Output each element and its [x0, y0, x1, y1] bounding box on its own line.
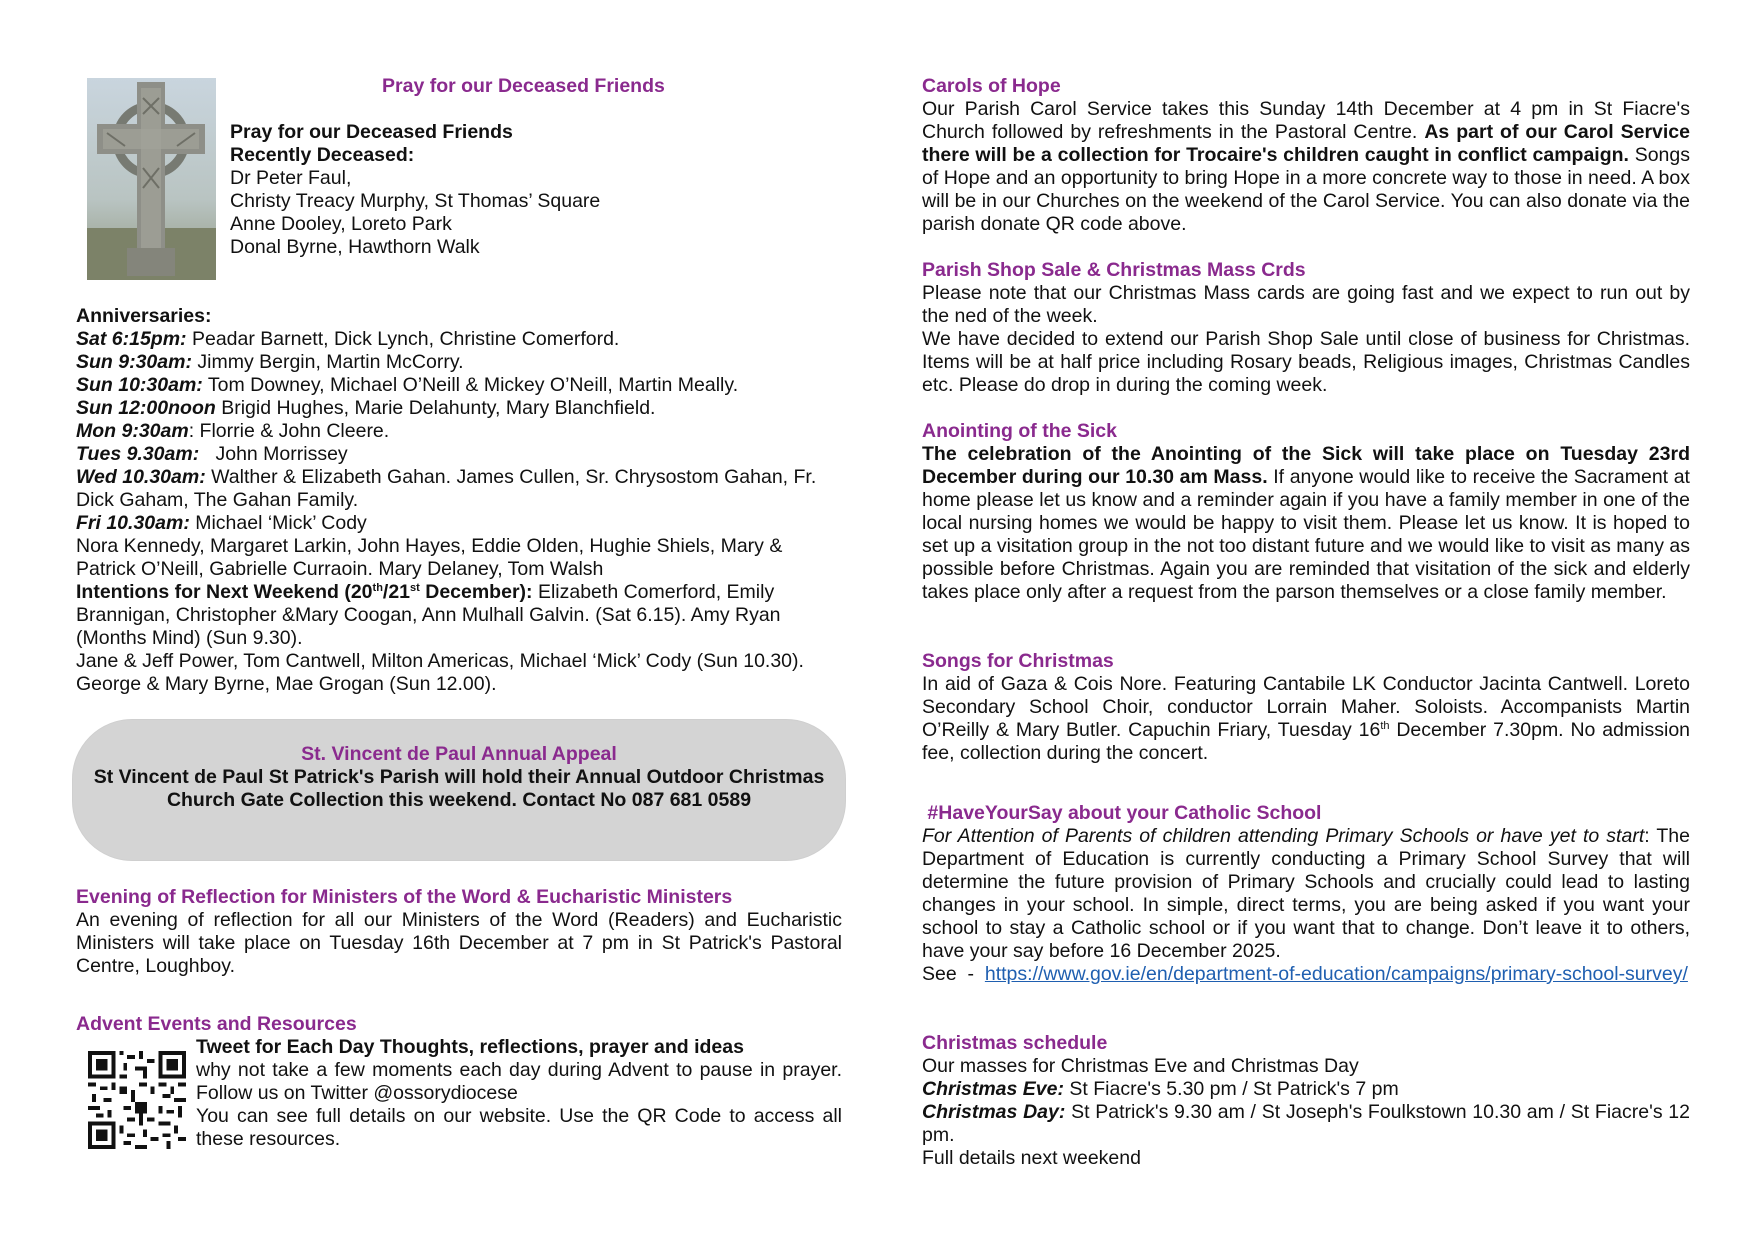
anniversary-entry: Sun 10:30am: Tom Downey, Michael O’Neill & Mickey O’Neill, Martin Meally. [76, 374, 739, 396]
haveyoursay-text: For Attention of Parents of children attending Primary Schools or have yet to start: The Department of Education is currently conducting a Primary School Survey that will determine the future provision of Primary Schools and crucially could lead to lasting changes in your school. In simple, direct terms, you are being asked if you want your school to stay a Catholic school or if you want that to change. Don’t leave it to others, have your say before 16 December 2025. [922, 825, 1690, 962]
christmas-day: Christmas Day: St Patrick's 9.30 am / St Joseph's Foulkstown 10.30 am / St Fiacre's 12 pm. [922, 1101, 1690, 1146]
anointing-title: Anointing of the Sick [922, 420, 1117, 442]
deceased-title: Pray for our Deceased Friends [382, 75, 665, 97]
christmas-section [922, 1032, 1690, 1170]
christmas-title: Christmas schedule [922, 1032, 1108, 1054]
reflection-section [76, 886, 842, 978]
reflection-title: Evening of Reflection for Ministers of the Word & Eucharistic Ministers [76, 886, 733, 908]
advent-bold: Tweet for Each Day Thoughts, reflections, prayer and ideas [196, 1036, 744, 1058]
deceased-name: Christy Treacy Murphy, St Thomas’ Square [230, 190, 601, 212]
christmas-eve: Christmas Eve: St Fiacre's 5.30 pm / St Patrick's 7 pm [922, 1078, 1399, 1100]
shop-section [922, 259, 1690, 397]
intentions-continued: Jane & Jeff Power, Tom Cantwell, Milton Americas, Michael ‘Mick’ Cody (Sun 10.30). George & Mary Byrne, Mae Grogan (Sun 12.00). [76, 650, 804, 695]
haveyoursay-section [922, 802, 1690, 986]
anniversary-entry: Fri 10.30am: Michael ‘Mick’ Cody [76, 512, 367, 534]
anniversary-entry: Mon 9:30am: Florrie & John Cleere. [76, 420, 390, 442]
anointing-text: The celebration of the Anointing of the Sick will take place on Tuesday 23rd December during our 10.30 am Mass. If anyone would like to receive the Sacrament at home please let us know and a reminder again if you have a family member in one of the local nursing homes we would be happy to visit them. Please let us know. It is hoped to set up a visitation group in the not too distant future and we would like to visit as many as possible before Christmas. Again you are reminded that visitation of the sick and elderly takes place only after a request from the parson themselves or a close family member. [922, 443, 1690, 603]
haveyoursay-see: See - https://www.gov.ie/en/department-of-education/campaigns/primary-school-survey/ [922, 963, 1688, 985]
appeal-box [72, 719, 846, 861]
celtic-cross-image [87, 78, 216, 280]
survey-link[interactable]: https://www.gov.ie/en/department-of-education/campaigns/primary-school-survey/ [984, 963, 1688, 985]
christmas-footer: Full details next weekend [922, 1147, 1141, 1169]
anniversary-entry: Sat 6:15pm: Peadar Barnett, Dick Lynch, Christine Comerford. [76, 328, 620, 350]
qr-code-image[interactable] [88, 1051, 186, 1149]
advent-text-2: You can see full details on our website. Use the QR Code to access all these resources. [196, 1105, 842, 1150]
advent-title: Advent Events and Resources [76, 1013, 357, 1035]
advent-text: why not take a few moments each day during Advent to pause in prayer. Follow us on Twitter @ossorydiocese [196, 1059, 842, 1104]
anniversaries-title: Anniversaries: [76, 305, 212, 327]
appeal-text: St Vincent de Paul St Patrick's Parish will hold their Annual Outdoor Christmas Church Gate Collection this weekend. Contact No 087 681 0589 [93, 766, 825, 811]
shop-text-2: We have decided to extend our Parish Shop Sale until close of business for Christmas. Items will be at half price including Rosary beads, Religious images, Christmas Candles etc. Please do drop in during the coming week. [922, 328, 1690, 396]
haveyoursay-title: #HaveYourSay about your Catholic School [922, 802, 1322, 824]
anniversary-entry: Sun 9:30am: Jimmy Bergin, Martin McCorry. [76, 351, 464, 373]
deceased-subheading: Recently Deceased: [230, 144, 415, 166]
advent-section [76, 1013, 842, 1151]
anniversary-extra: Nora Kennedy, Margaret Larkin, John Hayes, Eddie Olden, Hughie Shiels, Mary & Patrick O’Neill, Gabrielle Curraoin. Mary Delaney, Tom Walsh [76, 535, 783, 580]
carols-text: Our Parish Carol Service takes this Sunday 14th December at 4 pm in St Fiacre's Church followed by refreshments in the Pastoral Centre. As part of our Carol Service there will be a collection for Trocaire's children caught in conflict campaign. Songs of Hope and an opportunity to bring Hope in a more concrete way to those in need. A box will be in our Churches on the weekend of the Carol Service. You can also donate via the parish donate QR code above. [922, 98, 1690, 235]
anniversaries-block [76, 305, 842, 696]
deceased-name: Dr Peter Faul, [230, 167, 352, 189]
deceased-name: Anne Dooley, Loreto Park [230, 213, 452, 235]
carols-title: Carols of Hope [922, 75, 1061, 97]
shop-text: Please note that our Christmas Mass cards are going fast and we expect to run out by the ned of the week. [922, 282, 1690, 327]
christmas-intro: Our masses for Christmas Eve and Christmas Day [922, 1055, 1359, 1077]
anointing-section [922, 420, 1690, 604]
anniversary-entry: Tues 9.30am: John Morrissey [76, 443, 348, 465]
deceased-name: Donal Byrne, Hawthorn Walk [230, 236, 480, 258]
songs-text: In aid of Gaza & Cois Nore. Featuring Cantabile LK Conductor Jacinta Cantwell. Loreto Secondary School Choir, conductor Lorrain Maher. Soloists. Accompanists Martin O’Reilly & Mary Butler. Capuchin Friary, Tuesday 16th December 7.30pm. No admission fee, collection during the concert. [922, 673, 1691, 764]
shop-title: Parish Shop Sale & Christmas Mass Crds [922, 259, 1306, 281]
carols-section [922, 75, 1690, 236]
deceased-heading: Pray for our Deceased Friends [230, 121, 513, 143]
deceased-block [230, 121, 600, 259]
anniversary-entry: Wed 10.30am: Walther & Elizabeth Gahan. James Cullen, Sr. Chrysostom Gahan, Fr. Dick Gaham, The Gahan Family. [76, 466, 817, 511]
reflection-text: An evening of reflection for all our Ministers of the Word (Readers) and Eucharistic Ministers will take place on Tuesday 16th December at 7 pm in St Patrick's Pastoral Centre, Loughboy. [76, 909, 842, 977]
songs-section [922, 650, 1690, 765]
songs-title: Songs for Christmas [922, 650, 1114, 672]
intentions: Intentions for Next Weekend (20th/21st December): Elizabeth Comerford, Emily Brannigan, Christopher &Mary Coogan, Ann Mulhall Galvin. (Sat 6.15). Amy Ryan (Months Mind) (Sun 9.30). [76, 581, 781, 649]
appeal-title: St. Vincent de Paul Annual Appeal [301, 743, 617, 765]
anniversary-entry: Sun 12:00noon Brigid Hughes, Marie Delahunty, Mary Blanchfield. [76, 397, 656, 419]
